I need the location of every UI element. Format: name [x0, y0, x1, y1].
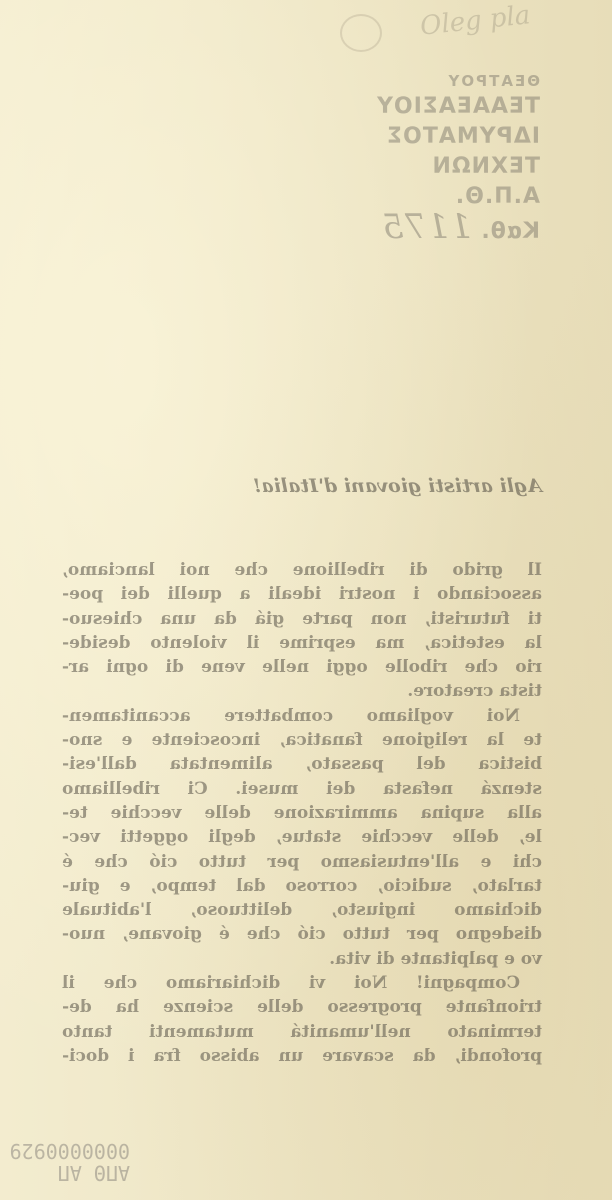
- text-line: tarlato, sudicio, corroso dal tempo, e giu-: [62, 875, 542, 896]
- text-line: profondi, da scavare un abisso fra i doci-: [62, 1045, 542, 1066]
- text-line: vo e palpitante di vita.: [329, 948, 542, 969]
- text-line: Compagni! Noi vi dichiariamo che il: [62, 973, 520, 994]
- text-line: Noi vogliamo combattere accanitamen-: [62, 705, 520, 726]
- stamp-catalog-line: [300, 207, 540, 247]
- text-line: le, delle vecchie statue, degli oggetti vec-: [62, 827, 542, 848]
- stamp-number: 1175: [381, 207, 472, 247]
- document-body: [62, 558, 542, 1068]
- archive-barcode-number: [0, 1140, 130, 1184]
- text-line: stenzá nefasta dei musei. Ci ribelliamo: [62, 778, 542, 799]
- text-line: te la religione fanatica, incosciente e sno-: [62, 730, 542, 751]
- text-line: Il grido di ribellione che noi lanciamo,: [62, 560, 542, 580]
- document-heading: Agli artisti giovani d'Italia!: [252, 475, 542, 497]
- stamp-line: ΤΕΑΑΕΑΣΙΟΥ: [376, 94, 540, 119]
- archive-stamp: [300, 70, 540, 247]
- text-line: alla supina ammirazione delle vecchie te-: [62, 802, 542, 823]
- ink-circle-mark: [340, 14, 382, 52]
- stamp-line: Α.Π.Θ.: [454, 184, 540, 209]
- handwritten-signature: Oleg pla: [418, 0, 532, 42]
- text-line: tista creatore.: [407, 681, 542, 702]
- text-line: trionfante progresso delle scienze ha de-: [62, 997, 542, 1018]
- text-line: terminato nell'umanitá mutamenti tanto: [62, 1021, 542, 1042]
- text-line: disdegno per tutto ció che é giovane, nuo-: [62, 924, 542, 945]
- text-line: associando i nostri ideali a quelli dei poe-: [62, 584, 542, 605]
- text-line: ti futuristi, non parte giá da una chiesuo-: [62, 608, 542, 629]
- stamp-line: ΙΔΡΥΜΑΤΟΣ: [386, 124, 540, 149]
- text-line: la estetica, ma esprime il violento deside-: [62, 632, 542, 653]
- stamp-line: ΘΕΑΤΡΟΥ: [446, 72, 540, 90]
- edge-label: 0000000929: [9, 1139, 130, 1163]
- text-line: rio che ribolle oggi nelle vene di ogni ar-: [62, 657, 542, 678]
- stamp-line: ΤΕΧΝΩΝ: [431, 154, 540, 179]
- stamp-number-label: Καθ.: [480, 219, 540, 244]
- text-line: dichiamo ingiusto, delittuoso, l'abituale: [62, 900, 542, 921]
- text-line: chi e all'entusiasmo per tutto ció che é: [62, 851, 542, 872]
- edge-label: ΑΠΘ ΑΠ: [57, 1161, 130, 1185]
- text-line: bistica del passato, alimentata dall'esi-: [62, 754, 542, 775]
